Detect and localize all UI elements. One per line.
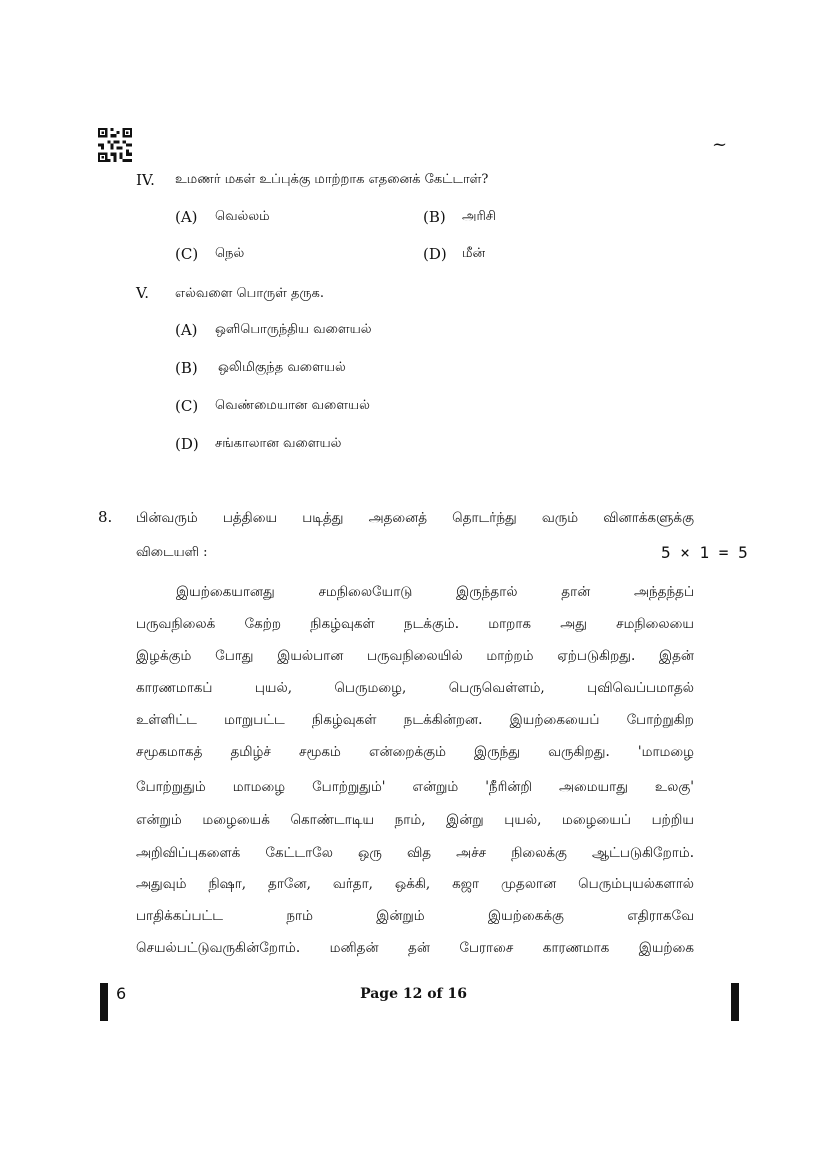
question-text-line-1: பின்வரும் பத்தியை படித்து அதனைத் தொடர்ந்து வரும் வினாக்களுக்கு [136,510,694,526]
option-a-label: (A) [175,321,198,339]
question-number: V. [136,284,149,302]
passage-line: போற்றுதும் மாமழை போற்றுதும்' என்றும் 'நீரின்றி அமையாது உலகு' [136,779,694,795]
option-d-text: மீன் [462,246,486,261]
header-tilde: ~ [712,134,728,155]
qr-code-icon [98,128,132,162]
option-c-text: வெண்மையான வளையல் [215,398,370,413]
option-d-label: (D) [175,435,199,453]
option-c-label: (C) [175,245,199,263]
passage-line: சமூகமாகத் தமிழ்ச் சமூகம் என்றைக்கும் இருந்து வருகிறது. 'மாமழை [136,744,694,760]
passage-line: அதுவும் நிஷா, தானே, வர்தா, ஒக்கி, கஜா முதலான பெரும்புயல்களால் [136,876,694,892]
question-number: 8. [98,508,113,526]
page-number: Page 12 of 16 [360,986,467,1002]
marks-allocation: 5 × 1 = 5 [661,543,748,562]
passage-line: பருவநிலைக் கேற்ற நிகழ்வுகள் நடக்கும். மாறாக அது சமநிலையை [136,616,694,632]
option-b-text: ஒலிமிகுந்த வளையல் [218,360,346,375]
footer-right-bar [731,983,739,1021]
passage-line: அறிவிப்புகளைக் கேட்டாலே ஒரு வித அச்ச நிலைக்கு ஆட்படுகிறோம். [136,845,694,861]
option-b-label: (B) [175,359,198,377]
passage-line: காரணமாகப் புயல், பெருமழை, பெருவெள்ளம், புவிவெப்பமாதல் [136,680,694,696]
option-b-label: (B) [423,208,446,226]
option-a-text: ஒளிபொருந்திய வளையல் [215,322,372,337]
passage-line: உள்ளிட்ட மாறுபட்ட நிகழ்வுகள் நடக்கின்றன. இயற்கையைப் போற்றுகிற [136,712,694,728]
option-d-label: (D) [423,245,447,263]
footer-code: 6 [116,984,127,1003]
passage-line: பாதிக்கப்பட்ட நாம் இன்றும் இயற்கைக்கு எதிராகவே [136,908,694,924]
question-text: எல்வளை பொருள் தருக. [175,286,324,301]
question-text-line-2: விடையளி : [136,545,208,560]
option-d-text: சங்காலான வளையல் [215,436,342,451]
option-a-text: வெல்லம் [215,209,270,224]
option-b-text: அரிசி [462,209,496,224]
passage-line: என்றும் மழையைக் கொண்டாடிய நாம், இன்று புயல், மழையைப் பற்றிய [136,812,694,828]
option-c-text: நெல் [215,246,245,261]
option-a-label: (A) [175,208,198,226]
question-text: உமணர் மகள் உப்புக்கு மாற்றாக எதனைக் கேட்டாள்? [175,172,489,187]
passage-line: இழக்கும் போது இயல்பான பருவநிலையில் மாற்றம் ஏற்படுகிறது. இதன் [136,648,694,664]
option-c-label: (C) [175,397,199,415]
passage-line: செயல்பட்டுவருகின்றோம். மனிதன் தன் பேராசை காரணமாக இயற்கை [136,940,694,956]
passage-line: இயற்கையானது சமநிலையோடு இருந்தால் தான் அந்தந்தப் [176,584,694,600]
question-number: IV. [136,171,155,189]
